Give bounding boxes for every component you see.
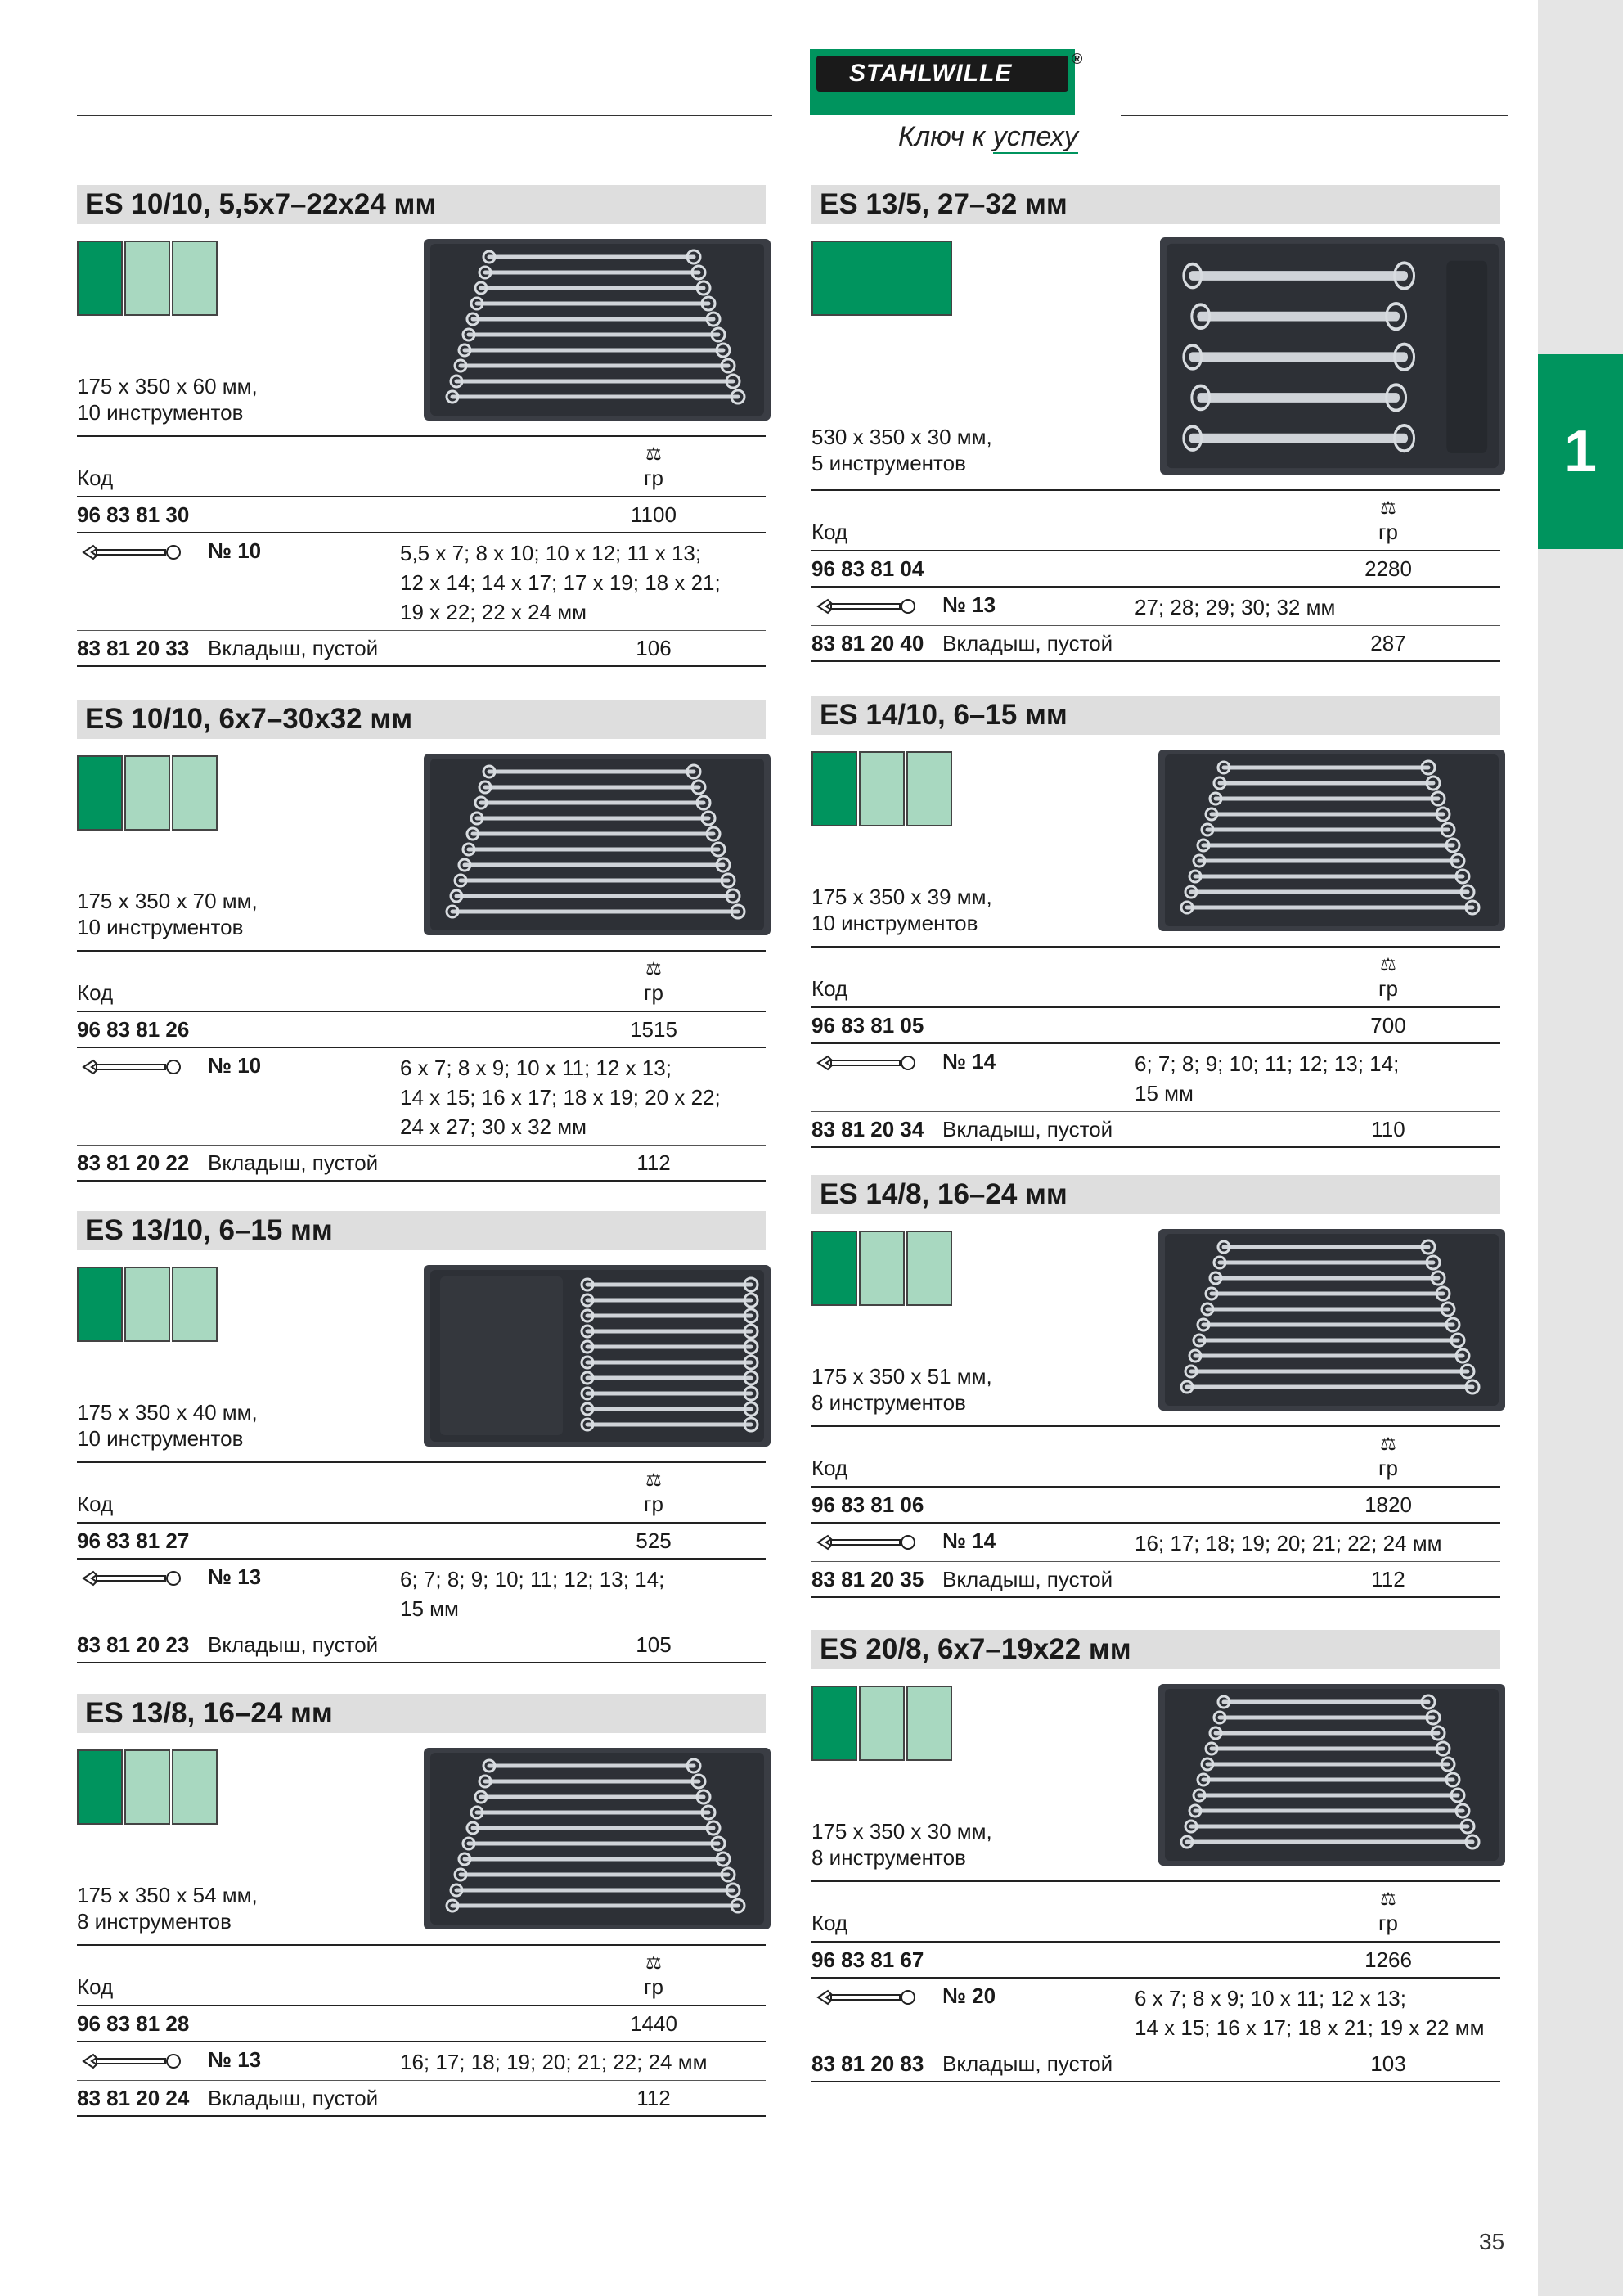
code-header: Код [812, 520, 848, 544]
table-row [77, 1146, 766, 1182]
set-weight: 1820 [1364, 1492, 1412, 1517]
insert-weight: 112 [1371, 1567, 1405, 1591]
section-title: ES 14/8, 16–24 мм [812, 1175, 1500, 1214]
code-header: Код [77, 466, 114, 490]
tool-sizes [1135, 1049, 1399, 1108]
dimensions-text [812, 424, 992, 476]
brand-logo [810, 49, 1083, 115]
spec-table [77, 1461, 766, 1663]
swatch-green [812, 1686, 857, 1761]
tool-sizes [400, 1053, 721, 1141]
tool-row [812, 1524, 1500, 1562]
registered-mark: ® [1071, 51, 1083, 67]
color-swatches [812, 1686, 954, 1761]
table-header [812, 489, 1500, 551]
color-swatches [77, 241, 219, 316]
table-row [812, 1008, 1500, 1044]
swatch-light-green [172, 1267, 218, 1342]
size-line: 15 мм [1135, 1081, 1194, 1105]
table-row [77, 1012, 766, 1048]
set-code: 96 83 81 67 [812, 1947, 924, 1972]
tray-image [1158, 1684, 1505, 1866]
tool-count: 10 инструментов [77, 400, 244, 425]
tray-photo [1158, 750, 1505, 931]
insert-code: 83 81 20 83 [812, 2051, 924, 2076]
swatch-light-green [172, 241, 218, 316]
tray-image [424, 239, 771, 421]
table-header [812, 1880, 1500, 1943]
section-title: ES 20/8, 6x7–19x22 мм [812, 1630, 1500, 1669]
insert-description: Вкладыш, пустой [208, 2086, 379, 2110]
wrench-icon [813, 1052, 919, 1074]
tool-count: 10 инструментов [77, 915, 244, 939]
tool-number: № 20 [942, 1983, 996, 2008]
size-line: 12 x 14; 14 x 17; 17 x 19; 18 x 21; [400, 570, 721, 595]
insert-weight: 287 [1370, 631, 1406, 655]
insert-weight: 110 [1371, 1117, 1405, 1141]
swatch-light-green [124, 1267, 170, 1342]
tray-image [1158, 750, 1505, 931]
size-line: 15 мм [400, 1596, 459, 1621]
tool-row [77, 1560, 766, 1627]
tool-sizes [1135, 592, 1335, 622]
size-line: 16; 17; 18; 19; 20; 21; 22; 24 мм [1135, 1531, 1442, 1555]
color-swatches [77, 1749, 219, 1825]
dimensions-text [812, 884, 992, 936]
size-line: 27; 28; 29; 30; 32 мм [1135, 595, 1336, 619]
table-header [812, 946, 1500, 1008]
tool-row [77, 533, 766, 631]
dimensions-line: 175 x 350 x 70 мм, [77, 889, 258, 913]
spec-table [812, 489, 1500, 662]
size-line: 24 x 27; 30 x 32 мм [400, 1114, 587, 1139]
scale-icon: ⚖ [645, 1470, 662, 1490]
code-header: Код [812, 976, 848, 1001]
insert-weight: 112 [636, 1150, 671, 1175]
scale-icon: ⚖ [1380, 954, 1396, 975]
product-section [812, 1630, 1500, 2121]
insert-weight: 105 [636, 1632, 672, 1657]
weight-header: гр [1378, 520, 1398, 544]
swatch-green [77, 241, 123, 316]
table-row [77, 2081, 766, 2117]
section-title: ES 13/10, 6–15 мм [77, 1211, 766, 1250]
tool-number: № 14 [942, 1528, 996, 1553]
set-code: 96 83 81 30 [77, 502, 190, 527]
swatch-green [77, 1267, 123, 1342]
swatch-light-green [906, 1686, 952, 1761]
swatch-green [812, 1231, 857, 1306]
color-swatches [812, 751, 954, 826]
wrench-icon [813, 596, 919, 617]
product-section [812, 1175, 1500, 1666]
product-section [812, 696, 1500, 1186]
set-code: 96 83 81 05 [812, 1013, 924, 1038]
table-row [77, 2006, 766, 2042]
product-section [77, 1694, 766, 2185]
insert-description: Вкладыш, пустой [942, 1567, 1113, 1591]
set-weight: 700 [1370, 1013, 1406, 1038]
swatch-green [77, 1749, 123, 1825]
insert-description: Вкладыш, пустой [942, 2051, 1113, 2076]
tool-count: 8 инструментов [77, 1909, 232, 1934]
scale-icon: ⚖ [1380, 497, 1396, 518]
scale-icon: ⚖ [645, 1952, 662, 1973]
tool-count: 10 инструментов [77, 1426, 244, 1451]
set-weight: 1515 [630, 1017, 677, 1042]
swatch-light-green [859, 751, 905, 826]
scale-icon: ⚖ [1380, 1434, 1396, 1454]
tagline-underlined: успеху [992, 121, 1078, 152]
tray-photo [1158, 1229, 1505, 1411]
scale-icon: ⚖ [645, 958, 662, 979]
size-line: 14 x 15; 16 x 17; 18 x 19; 20 x 22; [400, 1085, 721, 1110]
dimensions-line: 175 x 350 x 54 мм, [77, 1883, 258, 1907]
swatch-light-green [124, 755, 170, 831]
chapter-tab[interactable]: 1 [1538, 354, 1623, 549]
tool-sizes [400, 1564, 664, 1623]
wrench-icon [813, 1987, 919, 2008]
set-code: 96 83 81 06 [812, 1492, 924, 1517]
color-swatches [77, 755, 219, 831]
table-header [77, 1461, 766, 1524]
weight-header: гр [644, 980, 663, 1005]
code-header: Код [77, 980, 114, 1005]
tool-row [77, 1048, 766, 1146]
tool-number: № 10 [208, 1053, 262, 1078]
color-swatches [812, 241, 954, 316]
tool-sizes [1135, 1983, 1484, 2042]
dimensions-line: 175 x 350 x 51 мм, [812, 1364, 992, 1389]
weight-header: гр [644, 1974, 663, 1999]
set-code: 96 83 81 04 [812, 556, 924, 581]
product-section [77, 700, 766, 1191]
sidebar-strip [1538, 0, 1623, 2296]
swatch-green [77, 755, 123, 831]
swatch-light-green [859, 1686, 905, 1761]
wrench-icon [79, 1056, 185, 1078]
table-header [812, 1425, 1500, 1488]
dimensions-text [812, 1363, 992, 1416]
table-row [812, 1112, 1500, 1148]
table-row [77, 497, 766, 533]
section-title: ES 10/10, 6x7–30x32 мм [77, 700, 766, 739]
dimensions-text [77, 373, 258, 425]
insert-weight: 106 [636, 636, 672, 660]
size-line: 14 x 15; 16 x 17; 18 x 21; 19 x 22 мм [1135, 2015, 1485, 2040]
tagline [898, 121, 1078, 153]
color-swatches [812, 1231, 954, 1306]
tool-number: № 13 [942, 592, 996, 617]
swatch-light-green [906, 1231, 952, 1306]
spec-table [812, 946, 1500, 1148]
tool-sizes [1135, 1528, 1441, 1558]
swatch-light-green [172, 755, 218, 831]
tray-photo [424, 239, 771, 421]
brand-name: STAHLWILLE [849, 60, 1013, 87]
size-line: 6; 7; 8; 9; 10; 11; 12; 13; 14; [400, 1567, 665, 1591]
insert-description: Вкладыш, пустой [208, 636, 379, 660]
set-code: 96 83 81 27 [77, 1528, 190, 1553]
tool-row [812, 1979, 1500, 2046]
tool-count: 8 инструментов [812, 1845, 966, 1870]
tray-photo [424, 1265, 771, 1447]
table-row [77, 1627, 766, 1663]
swatch-light-green [906, 751, 952, 826]
product-section [77, 1211, 766, 1702]
insert-code: 83 81 20 24 [77, 2086, 190, 2110]
spec-table [77, 435, 766, 667]
spec-table [812, 1425, 1500, 1598]
set-weight: 525 [636, 1528, 672, 1553]
weight-header: гр [644, 1492, 663, 1516]
table-row [812, 1488, 1500, 1524]
swatch-light-green [124, 241, 170, 316]
set-code: 96 83 81 28 [77, 2011, 190, 2036]
tray-photo [1158, 1684, 1505, 1866]
insert-code: 83 81 20 22 [77, 1150, 190, 1175]
scale-icon: ⚖ [1380, 1889, 1396, 1909]
wrench-icon [79, 2051, 185, 2072]
wrench-icon [79, 542, 185, 563]
dimensions-line: 175 x 350 x 39 мм, [812, 885, 992, 909]
code-header: Код [77, 1492, 114, 1516]
wrench-icon [813, 1532, 919, 1553]
set-weight: 1440 [630, 2011, 677, 2036]
size-line: 16; 17; 18; 19; 20; 21; 22; 24 мм [400, 2050, 708, 2074]
swatch-light-green [859, 1231, 905, 1306]
table-header [77, 950, 766, 1012]
header-rule-right [1121, 115, 1508, 116]
product-section [77, 185, 766, 676]
spec-table [77, 1944, 766, 2117]
table-header [77, 435, 766, 497]
tagline-prefix: Ключ к [898, 121, 993, 152]
insert-description: Вкладыш, пустой [208, 1150, 379, 1175]
tool-count: 10 инструментов [812, 911, 978, 935]
swatch-green [812, 751, 857, 826]
swatch-light-green [172, 1749, 218, 1825]
insert-weight: 112 [636, 2086, 671, 2110]
insert-weight: 103 [1370, 2051, 1406, 2076]
scale-icon: ⚖ [645, 443, 662, 464]
set-code: 96 83 81 26 [77, 1017, 190, 1042]
insert-code: 83 81 20 35 [812, 1567, 924, 1591]
insert-description: Вкладыш, пустой [942, 631, 1113, 655]
table-row [812, 551, 1500, 588]
insert-code: 83 81 20 23 [77, 1632, 190, 1657]
tray-image [1158, 1229, 1505, 1411]
table-row [812, 1943, 1500, 1979]
size-line: 19 x 22; 22 x 24 мм [400, 600, 587, 624]
dimensions-line: 530 x 350 x 30 мм, [812, 425, 992, 449]
tool-number: № 13 [208, 1564, 262, 1589]
wrench-icon [79, 1568, 185, 1589]
set-weight: 1266 [1364, 1947, 1412, 1972]
tool-row [812, 1044, 1500, 1112]
section-title: ES 10/10, 5,5x7–22x24 мм [77, 185, 766, 224]
dimensions-line: 175 x 350 x 60 мм, [77, 374, 258, 398]
set-weight: 2280 [1364, 556, 1412, 581]
dimensions-line: 175 x 350 x 30 мм, [812, 1819, 992, 1844]
tool-row [77, 2042, 766, 2081]
dimensions-text [77, 1882, 258, 1934]
tool-sizes [400, 538, 721, 627]
spec-table [812, 1880, 1500, 2082]
size-line: 5,5 x 7; 8 x 10; 10 x 12; 11 x 13; [400, 541, 702, 565]
table-row [812, 2046, 1500, 2082]
weight-header: гр [1378, 1456, 1398, 1480]
code-header: Код [77, 1974, 114, 1999]
dimensions-text [812, 1818, 992, 1871]
table-row [77, 631, 766, 667]
section-title: ES 13/5, 27–32 мм [812, 185, 1500, 224]
insert-code: 83 81 20 33 [77, 636, 190, 660]
insert-description: Вкладыш, пустой [208, 1632, 379, 1657]
tool-row [812, 588, 1500, 626]
size-line: 6; 7; 8; 9; 10; 11; 12; 13; 14; [1135, 1051, 1400, 1076]
tool-sizes [400, 2047, 707, 2077]
dimensions-text [77, 1399, 258, 1452]
tool-number: № 10 [208, 538, 262, 563]
dimensions-line: 175 x 350 x 40 мм, [77, 1400, 258, 1425]
size-line: 6 x 7; 8 x 9; 10 x 11; 12 x 13; [400, 1056, 672, 1080]
insert-description: Вкладыш, пустой [942, 1117, 1113, 1141]
tray-image [424, 1265, 771, 1447]
dimensions-text [77, 888, 258, 940]
size-line: 6 x 7; 8 x 9; 10 x 11; 12 x 13; [1135, 1986, 1406, 2010]
code-header: Код [812, 1911, 848, 1935]
table-row [812, 1562, 1500, 1598]
tool-number: № 13 [208, 2047, 262, 2072]
weight-header: гр [1378, 1911, 1398, 1935]
page-number: 35 [1479, 2229, 1505, 2254]
swatch-green [812, 241, 952, 316]
spec-table [77, 950, 766, 1182]
tray-photo [424, 1748, 771, 1929]
tray-photo [424, 754, 771, 935]
set-weight: 1100 [631, 502, 677, 527]
swatch-light-green [124, 1749, 170, 1825]
table-row [812, 626, 1500, 662]
code-header: Код [812, 1456, 848, 1480]
insert-code: 83 81 20 40 [812, 631, 924, 655]
tray-image [424, 754, 771, 935]
section-title: ES 13/8, 16–24 мм [77, 1694, 766, 1733]
tray-image [1160, 237, 1505, 475]
tray-photo [1160, 237, 1505, 475]
tool-number: № 14 [942, 1049, 996, 1074]
tool-count: 8 инструментов [812, 1390, 966, 1415]
table-row [77, 1524, 766, 1560]
tool-count: 5 инструментов [812, 451, 966, 475]
weight-header: гр [1378, 976, 1398, 1001]
insert-code: 83 81 20 34 [812, 1117, 924, 1141]
section-title: ES 14/10, 6–15 мм [812, 696, 1500, 735]
color-swatches [77, 1267, 219, 1342]
table-header [77, 1944, 766, 2006]
header-rule-left [77, 115, 772, 116]
weight-header: гр [644, 466, 663, 490]
product-section [812, 185, 1500, 676]
tray-image [424, 1748, 771, 1929]
